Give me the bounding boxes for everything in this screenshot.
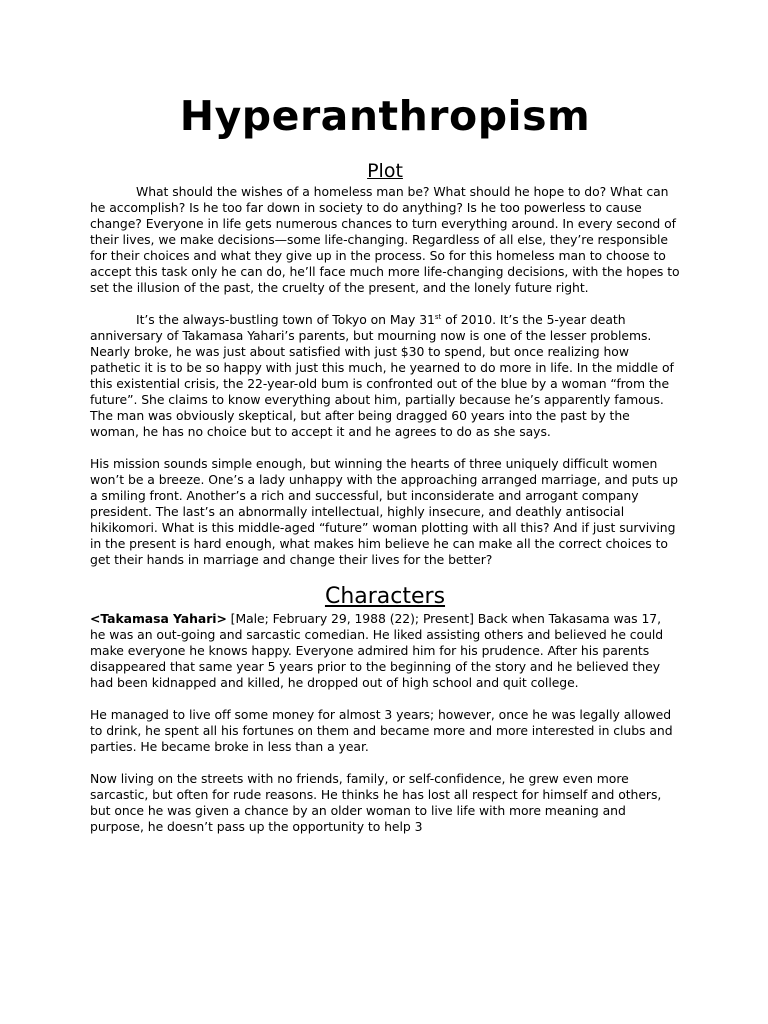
plot-section bbox=[90, 184, 680, 568]
document-page bbox=[90, 86, 680, 835]
ordinal-suffix: st bbox=[434, 313, 442, 321]
character-paragraph-2: Now living on the streets with no friends, family, or self-confidence, he grew even more sarcastic, but often for rude reasons. He thinks he has lost all respect for himself and others, but once he was given a chance by an older woman to live life with more meaning and purpose, he doesn’t pass up the opportunity to help 3 bbox=[90, 771, 662, 834]
plot-paragraph-1: What should the wishes of a homeless man be? What should he hope to do? What can he accomplish? Is he too far down in society to do anything? Is he too powerless to cause change? Everyone in life gets numerous chances to turn everything around. In every second of their lives, we make decisions—some life-changing. Regardless of all else, they’re responsible for their choices and what they give up in the process. So for this homeless man to choose to accept this task only he can do, he’ll face much more life-changing decisions, with the hopes to set the illusion of the past, the cruelty of the present, and the lonely future right. bbox=[90, 184, 680, 295]
plot-paragraph-2 bbox=[90, 312, 680, 440]
character-name: <Takamasa Yahari> bbox=[90, 611, 227, 626]
plot-paragraph-2-start: It’s the always-bustling town of Tokyo on May 31 bbox=[136, 312, 435, 327]
character-paragraph-1: He managed to live off some money for almost 3 years; however, once he was legally allowed to drink, he spent all his fortunes on them and became more and more interested in clubs and parties. He became broke in less than a year. bbox=[90, 707, 673, 754]
characters-heading: Characters bbox=[324, 584, 446, 609]
plot-paragraph-3: His mission sounds simple enough, but winning the hearts of three uniquely difficult women won’t be a breeze. One’s a lady unhappy with the approaching arranged marriage, and puts up a smiling front. Another’s a rich and successful, but inconsiderate and arrogant company president. The last’s an abnormally intellectual, highly insecure, and deathly antisocial hikikomori. What is this middle-aged “future” woman plotting with all this? And if just surviving in the present is hard enough, what makes him believe he can make all the correct choices to get their hands in marriage and change their lives for the better? bbox=[90, 456, 678, 567]
character-entry bbox=[90, 611, 680, 691]
character-intro: [Male; February 29, 1988 (22); Present] Back when Takasama was 17, he was an out-going and sarcastic comedian. He liked assisting others and believed he could make everyone he knows happy. Everyone admired him for his prudence. After his parents disappeared that same year 5 years prior to the beginning of the story and he believed they had been kidnapped and killed, he dropped out of high school and quit college. bbox=[90, 611, 664, 690]
plot-heading: Plot bbox=[367, 160, 403, 182]
document-title: Hyperanthropism bbox=[179, 92, 591, 140]
plot-paragraph-2-rest: of 2010. It’s the 5-year death anniversary of Takamasa Yahari’s parents, but mourning now is one of the lesser problems. Nearly broke, he was just about satisfied with just $30 to spend, but once realizing how pathetic it is to be so happy with just this much, he yearned to do more in life. In the middle of this existential crisis, the 22-year-old bum is confronted out of the blue by a woman “from the future”. She claims to know everything about him, partially because he’s apparently famous. The man was obviously skeptical, but after being dragged 60 years into the past by the woman, he has no choice but to accept it and he agrees to do as she says. bbox=[90, 312, 674, 439]
characters-section bbox=[90, 611, 680, 835]
